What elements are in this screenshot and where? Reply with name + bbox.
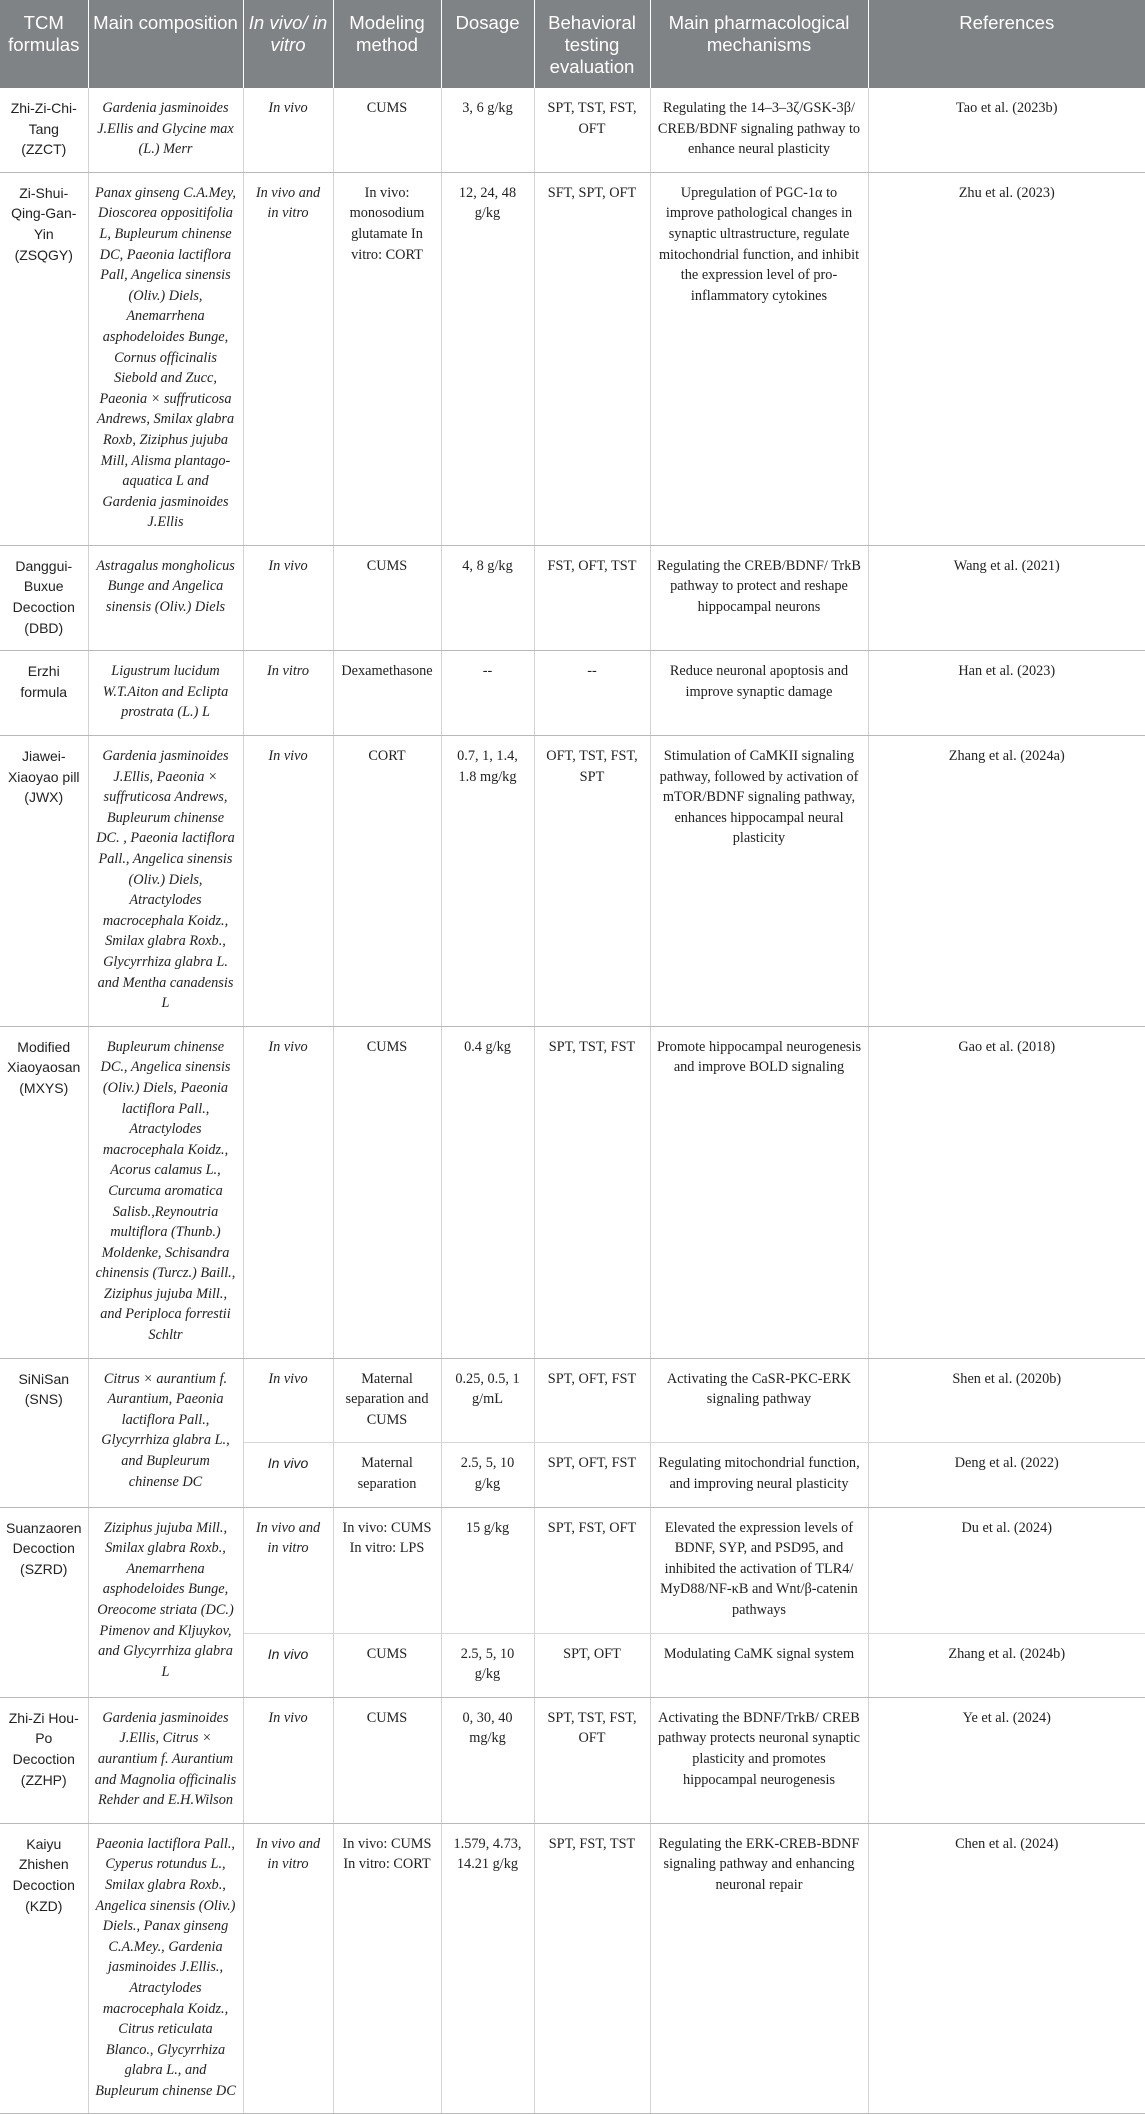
model-cell: In vivo [243, 545, 333, 650]
method-cell: In vivo: monosodium glutamate In vitro: CORT [333, 172, 441, 545]
reference-cell: Han et al. (2023) [868, 651, 1145, 736]
dosage-cell: 2.5, 5, 10 g/kg [441, 1443, 534, 1507]
dosage-cell: 0.25, 0.5, 1 g/mL [441, 1358, 534, 1443]
model-cell: In vivo [243, 88, 333, 172]
composition-cell: Citrus × aurantium f. Aurantium, Paeonia lactiflora Pall., Glycyrrhiza glabra L., and Bupleurum chinense DC [88, 1358, 243, 1507]
header-behavioral-testing: Behavioral testing evaluation [534, 0, 650, 88]
header-dosage: Dosage [441, 0, 534, 88]
model-cell: In vivo and in vitro [243, 1823, 333, 2114]
model-cell: In vivo [243, 1358, 333, 1443]
tests-cell: OFT, TST, FST, SPT [534, 736, 650, 1027]
method-cell: In vivo: CUMS In vitro: CORT [333, 1823, 441, 2114]
composition-cell: Gardenia jasminoides J.Ellis, Paeonia × suffruticosa Andrews, Bupleurum chinense DC. , Paeonia lactiflora Pall., Angelica sinensis (Oliv.) Diels, Atractylodes macrocephala Koidz., Smilax glabra Roxb., Glycyrrhiza glabra L. and Mentha canadensis L [88, 736, 243, 1027]
formula-cell: Erzhi formula [0, 651, 88, 736]
reference-cell: Du et al. (2024) [868, 1507, 1145, 1633]
table-row [0, 736, 1145, 1027]
method-cell: CORT [333, 736, 441, 1027]
dosage-cell: 12, 24, 48 g/kg [441, 172, 534, 545]
formula-cell: Zi-Shui-Qing-Gan-Yin (ZSQGY) [0, 172, 88, 545]
reference-cell: Zhang et al. (2024b) [868, 1633, 1145, 1697]
composition-cell: Paeonia lactiflora Pall., Cyperus rotundus L., Smilax glabra Roxb., Angelica sinensis (Oliv.) Diels., Panax ginseng C.A.Mey., Gardenia jasminoides J.Ellis., Atractylodes macrocephala Koidz., Citrus reticulata Blanco., Glycyrrhiza glabra L., and Bupleurum chinense DC [88, 1823, 243, 2114]
tests-cell: SPT, FST, TST [534, 1823, 650, 2114]
dosage-cell: 0.7, 1, 1.4, 1.8 mg/kg [441, 736, 534, 1027]
reference-cell: Tao et al. (2023b) [868, 88, 1145, 172]
mechanism-cell: Modulating CaMK signal system [650, 1633, 868, 1697]
composition-cell: Gardenia jasminoides J.Ellis and Glycine max (L.) Merr [88, 88, 243, 172]
model-cell: In vitro [243, 651, 333, 736]
dosage-cell: 15 g/kg [441, 1507, 534, 1633]
formula-cell: Kaiyu Zhishen Decoction (KZD) [0, 1823, 88, 2114]
mechanism-cell: Stimulation of CaMKII signaling pathway, followed by activation of mTOR/BDNF signaling pathway, enhances hippocampal neural plasticity [650, 736, 868, 1027]
dosage-cell: 0, 30, 40 mg/kg [441, 1697, 534, 1823]
composition-cell: Ligustrum lucidum W.T.Aiton and Eclipta prostrata (L.) L [88, 651, 243, 736]
composition-cell: Panax ginseng C.A.Mey, Dioscorea oppositifolia L, Bupleurum chinense DC, Paeonia lactiflora Pall, Angelica sinensis (Oliv.) Diels, Anemarrhena asphodeloides Bunge, Cornus officinalis Siebold and Zucc, Paeonia × suffruticosa Andrews, Smilax glabra Roxb, Ziziphus jujuba Mill, Alisma plantago-aquatica L and Gardenia jasminoides J.Ellis [88, 172, 243, 545]
formula-cell: SiNiSan (SNS) [0, 1358, 88, 1507]
composition-cell: Ziziphus jujuba Mill., Smilax glabra Roxb., Anemarrhena asphodeloides Bunge, Oreocome striata (DC.) Pimenov and Kljuykov, and Glycyrrhiza glabra L [88, 1507, 243, 1697]
formula-cell: Danggui-Buxue Decoction (DBD) [0, 545, 88, 650]
tests-cell: SPT, OFT, FST [534, 1443, 650, 1507]
mechanism-cell: Reduce neuronal apoptosis and improve synaptic damage [650, 651, 868, 736]
tests-cell: SPT, TST, FST [534, 1026, 650, 1358]
mechanism-cell: Regulating the ERK-CREB-BDNF signaling pathway and enhancing neuronal repair [650, 1823, 868, 2114]
table-row [0, 1507, 1145, 1633]
table-row [0, 651, 1145, 736]
tests-cell: FST, OFT, TST [534, 545, 650, 650]
tests-cell: SPT, OFT [534, 1633, 650, 1697]
header-main-composition: Main composition [88, 0, 243, 88]
table-row [0, 172, 1145, 545]
table-row [0, 88, 1145, 172]
method-cell: Maternal separation [333, 1443, 441, 1507]
table-row [0, 1358, 1145, 1443]
tests-cell: SPT, FST, OFT [534, 1507, 650, 1633]
model-cell: In vivo and in vitro [243, 172, 333, 545]
table-header [0, 0, 1145, 88]
reference-cell: Shen et al. (2020b) [868, 1358, 1145, 1443]
model-cell: In vivo [243, 736, 333, 1027]
header-references: References [868, 0, 1145, 88]
model-cell: In vivo [243, 1697, 333, 1823]
header-mechanisms: Main pharmacological mechanisms [650, 0, 868, 88]
method-cell: CUMS [333, 1026, 441, 1358]
formula-cell: Suanzaoren Decoction (SZRD) [0, 1507, 88, 1697]
formula-cell: Modified Xiaoyaosan (MXYS) [0, 1026, 88, 1358]
mechanism-cell: Regulating the CREB/BDNF/ TrkB pathway to protect and reshape hippocampal neurons [650, 545, 868, 650]
composition-cell: Bupleurum chinense DC., Angelica sinensis (Oliv.) Diels, Paeonia lactiflora Pall., Atractylodes macrocephala Koidz., Acorus calamus L., Curcuma aromatica Salisb.,Reynoutria multiflora (Thunb.) Moldenke, Schisandra chinensis (Turcz.) Baill., Ziziphus jujuba Mill., and Periploca forrestii Schltr [88, 1026, 243, 1358]
method-cell: Dexamethasone [333, 651, 441, 736]
model-cell: In vivo [243, 1443, 333, 1507]
method-cell: Maternal separation and CUMS [333, 1358, 441, 1443]
reference-cell: Deng et al. (2022) [868, 1443, 1145, 1507]
table-row [0, 545, 1145, 650]
method-cell: CUMS [333, 545, 441, 650]
mechanism-cell: Activating the BDNF/TrkB/ CREB pathway protects neuronal synaptic plasticity and promotes hippocampal neurogenesis [650, 1697, 868, 1823]
mechanism-cell: Elevated the expression levels of BDNF, SYP, and PSD95, and inhibited the activation of TLR4/ MyD88/NF-κB and Wnt/β-catenin pathways [650, 1507, 868, 1633]
model-cell: In vivo and in vitro [243, 1507, 333, 1633]
composition-cell: Gardenia jasminoides J.Ellis, Citrus × aurantium f. Aurantium and Magnolia officinalis Rehder and E.H.Wilson [88, 1697, 243, 1823]
composition-cell: Astragalus mongholicus Bunge and Angelica sinensis (Oliv.) Diels [88, 545, 243, 650]
reference-cell: Chen et al. (2024) [868, 1823, 1145, 2114]
dosage-cell: 1.579, 4.73, 14.21 g/kg [441, 1823, 534, 2114]
reference-cell: Zhang et al. (2024a) [868, 736, 1145, 1027]
model-cell: In vivo [243, 1026, 333, 1358]
method-cell: In vivo: CUMS In vitro: LPS [333, 1507, 441, 1633]
tests-cell: SPT, OFT, FST [534, 1358, 650, 1443]
tests-cell: SPT, TST, FST, OFT [534, 1697, 650, 1823]
tests-cell: -- [534, 651, 650, 736]
formula-cell: Jiawei-Xiaoyao pill (JWX) [0, 736, 88, 1027]
mechanism-cell: Regulating the 14–3–3ζ/GSK-3β/ CREB/BDNF signaling pathway to enhance neural plasticity [650, 88, 868, 172]
mechanism-cell: Upregulation of PGC-1α to improve pathological changes in synaptic ultrastructure, regulate mitochondrial function, and inhibit the expression level of pro-inflammatory cytokines [650, 172, 868, 545]
mechanism-cell: Promote hippocampal neurogenesis and improve BOLD signaling [650, 1026, 868, 1358]
dosage-cell: 2.5, 5, 10 g/kg [441, 1633, 534, 1697]
tests-cell: SPT, TST, FST, OFT [534, 88, 650, 172]
header-modeling-method: Modeling method [333, 0, 441, 88]
reference-cell: Ye et al. (2024) [868, 1697, 1145, 1823]
header-tcm-formulas: TCM formulas [0, 0, 88, 88]
table-row [0, 1026, 1145, 1358]
table-row [0, 1697, 1145, 1823]
mechanism-cell: Regulating mitochondrial function, and improving neural plasticity [650, 1443, 868, 1507]
method-cell: CUMS [333, 1633, 441, 1697]
mechanism-cell: Activating the CaSR-PKC-ERK signaling pathway [650, 1358, 868, 1443]
dosage-cell: -- [441, 651, 534, 736]
header-row [0, 0, 1145, 88]
dosage-cell: 3, 6 g/kg [441, 88, 534, 172]
method-cell: CUMS [333, 88, 441, 172]
dosage-cell: 4, 8 g/kg [441, 545, 534, 650]
dosage-cell: 0.4 g/kg [441, 1026, 534, 1358]
table-row [0, 1823, 1145, 2114]
header-in-vivo-in-vitro: In vivo/ in vitro [243, 0, 333, 88]
reference-cell: Wang et al. (2021) [868, 545, 1145, 650]
formula-cell: Zhi-Zi Hou-Po Decoction (ZZHP) [0, 1697, 88, 1823]
formula-cell: Zhi-Zi-Chi-Tang (ZZCT) [0, 88, 88, 172]
table-body [0, 88, 1145, 2114]
reference-cell: Zhu et al. (2023) [868, 172, 1145, 545]
tests-cell: SFT, SPT, OFT [534, 172, 650, 545]
method-cell: CUMS [333, 1697, 441, 1823]
model-cell: In vivo [243, 1633, 333, 1697]
reference-cell: Gao et al. (2018) [868, 1026, 1145, 1358]
